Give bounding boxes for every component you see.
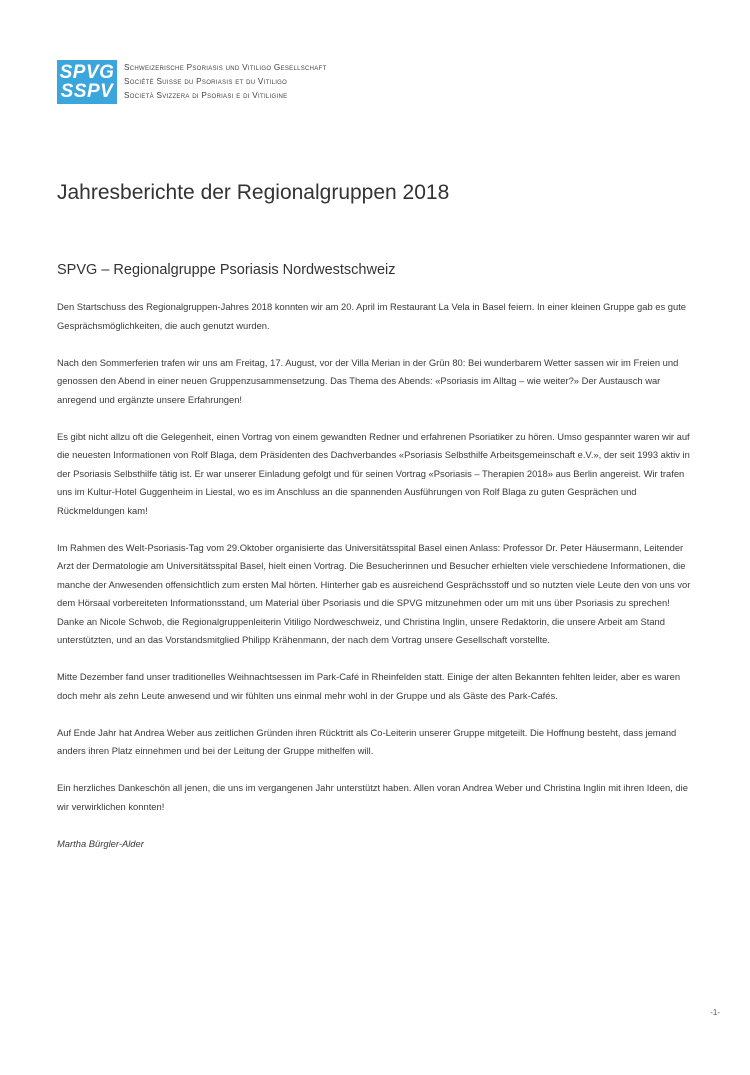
report-body	[57, 298, 697, 872]
paragraph: Es gibt nicht allzu oft die Gelegenheit, einen Vortrag von einem gewandten Redner und erfahrenen Psoriatiker zu hören. Umso gespannter waren wir auf die neuesten Informationen von Rolf Blaga, dem Präsidenten des Dachverbandes «Psoriasis Selbsthilfe Arbeitsgemeinschaft e.V.», der seit 1993 aktiv in der Psoriasis Selbsthilfe tätig ist. Er war unserer Einladung gefolgt und für seinen Vortrag «Psoriasis – Therapien 2018» aus Berlin angereist. Wir trafen uns im Kultur-Hotel Guggenheim in Liestal, wo es im Anschluss an die spannenden Ausführungen von Rolf Blaga zu guten Gesprächen und Rückmeldungen kam!	[57, 430, 690, 516]
org-name-de: Schweizerische Psoriasis und Vitiligo Gesellschaft	[124, 63, 327, 72]
paragraph: Auf Ende Jahr hat Andrea Weber aus zeitlichen Gründen ihren Rücktritt als Co-Leiterin unserer Gruppe mitgeteilt. Die Hoffnung besteht, dass jemand anders ihren Platz einnehmen und bei der Leitung der Gruppe mithelfen will.	[57, 726, 677, 756]
document-title: Jahresberichte der Regionalgruppen 2018	[57, 181, 450, 204]
paragraph: Im Rahmen des Welt-Psoriasis-Tag vom 29.Oktober organisierte das Universitätsspital Basel einen Anlass: Professor Dr. Peter Häusermann, Leitender Arzt der Dermatologie am Universitätsspital Basel, hielt einen Vortrag. Die Besucherinnen und Besucher erhielten viele verschiedene Informationen, die manche der Anwesenden offensichtlich zum ersten Mal hörten. Hinterher gab es ausreichend Gesprächsstoff und so nutzten viele Leute den von uns vor dem Hörsaal vorbereiteten Informationsstand, um Material über Psoriasis und die SPVG mitzunehmen oder um mit uns über Psoriasis zu sprechen! Danke an Nicole Schwob, die Regionalgruppenleiterin Vitiligo Nordweschweiz, und Christina Inglin, unsere Redaktorin, die unsere Arbeit am Stand unterstützten, und an das Vorstandsmitglied Philipp Krähenmann, der nach dem Vortrag unsere Gesellschaft vorstellte.	[57, 541, 691, 645]
org-name-fr: Société Suisse du Psoriasis et du Vitiligo	[124, 77, 288, 86]
logo-text-spvg: SPVG	[59, 62, 115, 83]
section-title: SPVG – Regionalgruppe Psoriasis Nordwestschweiz	[57, 262, 396, 278]
page-number: -1-	[710, 1008, 720, 1017]
spvg-logo	[57, 60, 117, 104]
org-name-it: Società Svizzera di Psoriasi e di Vitiligine	[124, 91, 288, 100]
author-signature: Martha Bürgler-Alder	[57, 837, 144, 849]
paragraph: Mitte Dezember fand unser traditionelles Weihnachtsessen im Park-Café in Rheinfelden statt. Einige der alten Bekannten fehlten leider, aber es waren doch mehr als zehn Leute anwesend und wir fühlten uns einmal mehr wohl in der Gruppe und als Gäste des Park-Cafés.	[57, 671, 681, 701]
paragraph: Den Startschuss des Regionalgruppen-Jahres 2018 konnten wir am 20. April im Restaurant La Vela in Basel feiern. In einer kleinen Gruppe gab es gute Gesprächsmöglichkeiten, die auch genutzt wurden.	[57, 301, 687, 331]
logo-text-sspv: SSPV	[60, 81, 114, 102]
paragraph: Nach den Sommerferien trafen wir uns am Freitag, 17. August, vor der Villa Merian in der Grün 80: Bei wunderbarem Wetter sassen wir im Freien und genossen den Abend in einer neuen Gruppenzusammensetzung. Das Thema des Abends: «Psoriasis im Alltag – wie weiter?» Der Austausch war anregend und ergänzte unsere Erfahrungen!	[57, 356, 679, 405]
organization-names	[124, 61, 327, 103]
paragraph: Ein herzliches Dankeschön all jenen, die uns im vergangenen Jahr unterstützt haben. Allen voran Andrea Weber und Christina Inglin mit ihren Ideen, die wir verwirklichen konnten!	[57, 782, 688, 812]
